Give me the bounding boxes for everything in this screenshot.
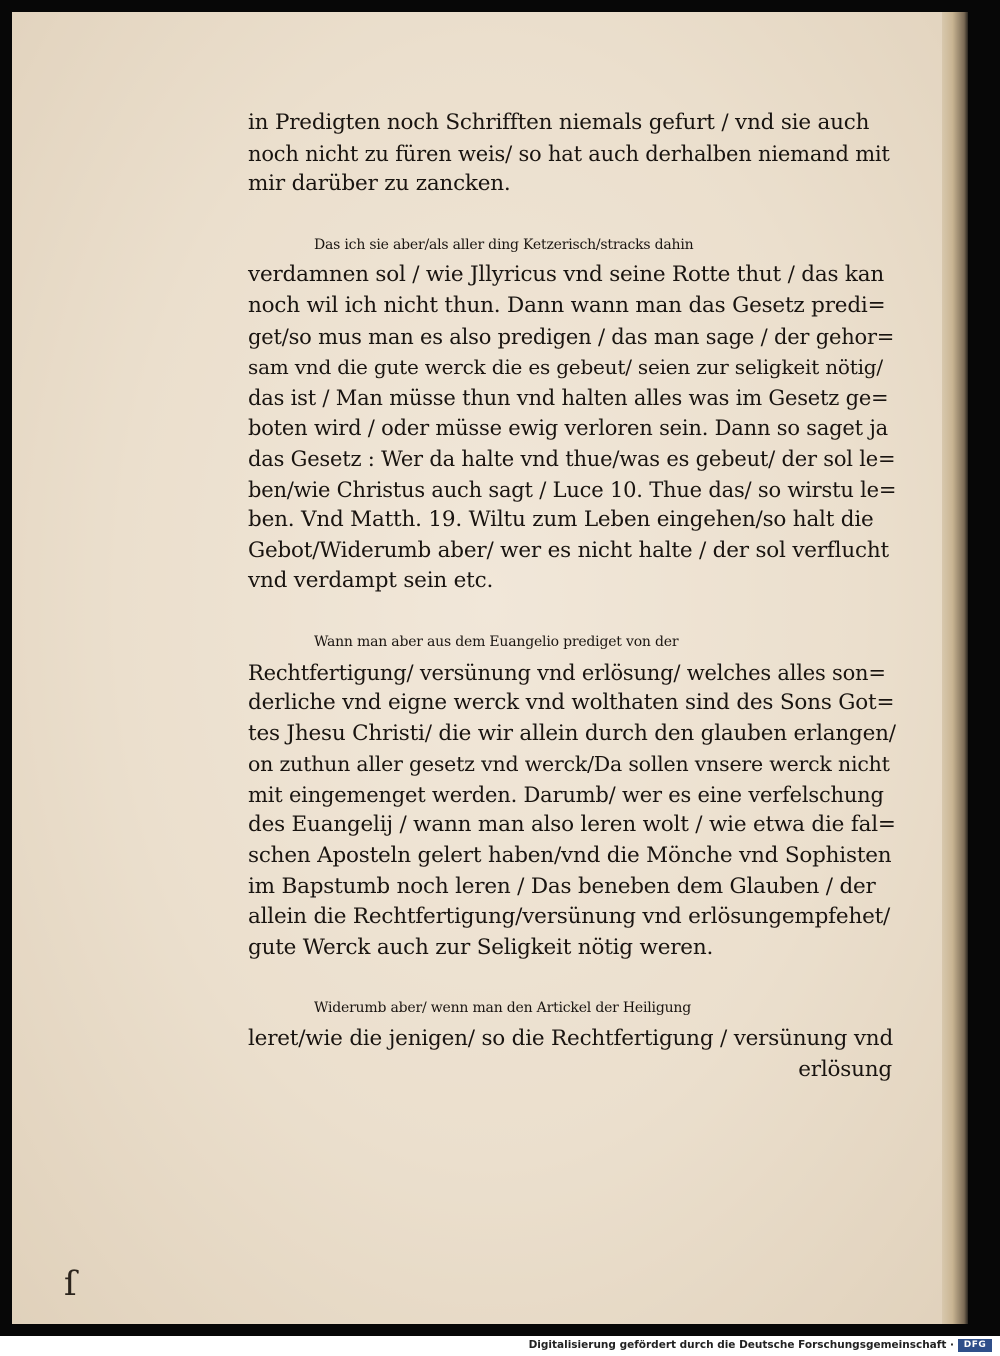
paragraph-4 [248, 993, 898, 1054]
text-line: Das ich sie aber/als aller ding Ketzerisch/stracks dahin [314, 236, 694, 253]
text-line: in Predigten noch Schrifften niemals gefurt / vnd sie auch [248, 110, 870, 135]
text-line: noch wil ich nicht thun. Dann wann man das Gesetz predi= [248, 292, 886, 318]
text-line: mit eingemenget werden. Darumb/ wer es eine verfelschung [248, 782, 884, 807]
text-line: verdamnen sol / wie Jllyricus vnd seine Rotte thut / das kan [248, 262, 885, 288]
text-line: gute Werck auch zur Seligkeit nötig weren. [248, 934, 714, 960]
text-line: vnd verdampt sein etc. [248, 568, 494, 594]
text-line: ben. Vnd Matth. 19. Wiltu zum Leben eingehen/so halt die [248, 507, 874, 533]
book-page [12, 12, 968, 1324]
text-line: mir darüber zu zancken. [248, 171, 511, 197]
paragraph-1 [248, 108, 898, 200]
text-line: derliche vnd eigne werck vnd wolthaten sind des Sons Got= [248, 690, 895, 716]
margin-mark: ſ [64, 1264, 77, 1304]
paragraph-3 [248, 627, 898, 964]
footer-bar [0, 1336, 1000, 1356]
funding-notice: Digitalisierung gefördert durch die Deutsche Forschungsgemeinschaft · [528, 1339, 954, 1351]
text-line: Rechtfertigung/ versünung vnd erlösung/ welches alles son= [248, 660, 886, 685]
body-text [248, 108, 898, 1085]
text-line: das ist / Man müsse thun vnd halten alles was im Gesetz ge= [248, 385, 889, 410]
text-line: leret/wie die jenigen/ so die Rechtfertigung / versünung vnd [248, 1026, 894, 1052]
text-line: tes Jhesu Christi/ die wir allein durch den glauben erlangen/ [248, 720, 896, 746]
text-line: sam vnd die gute werck die es gebeut/ seien zur seligkeit nötig/ [248, 355, 883, 380]
catchword: erlösung [798, 1056, 892, 1082]
text-line: get/so mus man es also predigen / das man sage / der gehor= [248, 324, 895, 349]
page-gutter [942, 12, 968, 1324]
dfg-logo: DFG [958, 1339, 992, 1352]
text-line: Gebot/Widerumb aber/ wer es nicht halte / der sol verflucht [248, 537, 889, 563]
text-line: boten wird / oder müsse ewig verloren sein. Dann so saget ja [248, 416, 888, 441]
text-line: Wann man aber aus dem Euangelio prediget von der [314, 633, 679, 650]
text-line: allein die Rechtfertigung/versünung vnd erlösungempfehet/ [248, 904, 891, 930]
text-line: das Gesetz : Wer da halte vnd thue/was es gebeut/ der sol le= [248, 446, 896, 471]
text-line: Widerumb aber/ wenn man den Artickel der Heiligung [314, 1000, 691, 1017]
text-line: im Bapstumb noch leren / Das beneben dem Glauben / der [248, 873, 876, 899]
text-line: schen Aposteln gelert haben/vnd die Mönche vnd Sophisten [248, 843, 892, 869]
text-line: des Euangelij / wann man also leren wolt / wie etwa die fal= [248, 812, 896, 838]
paragraph-2 [248, 230, 898, 597]
text-line: ben/wie Christus auch sagt / Luce 10. Thue das/ so wirstu le= [248, 477, 897, 502]
text-line: on zuthun aller gesetz vnd werck/Da sollen vnsere werck nicht [248, 752, 890, 777]
text-line: noch nicht zu füren weis/ so hat auch derhalben niemand mit [248, 141, 890, 166]
